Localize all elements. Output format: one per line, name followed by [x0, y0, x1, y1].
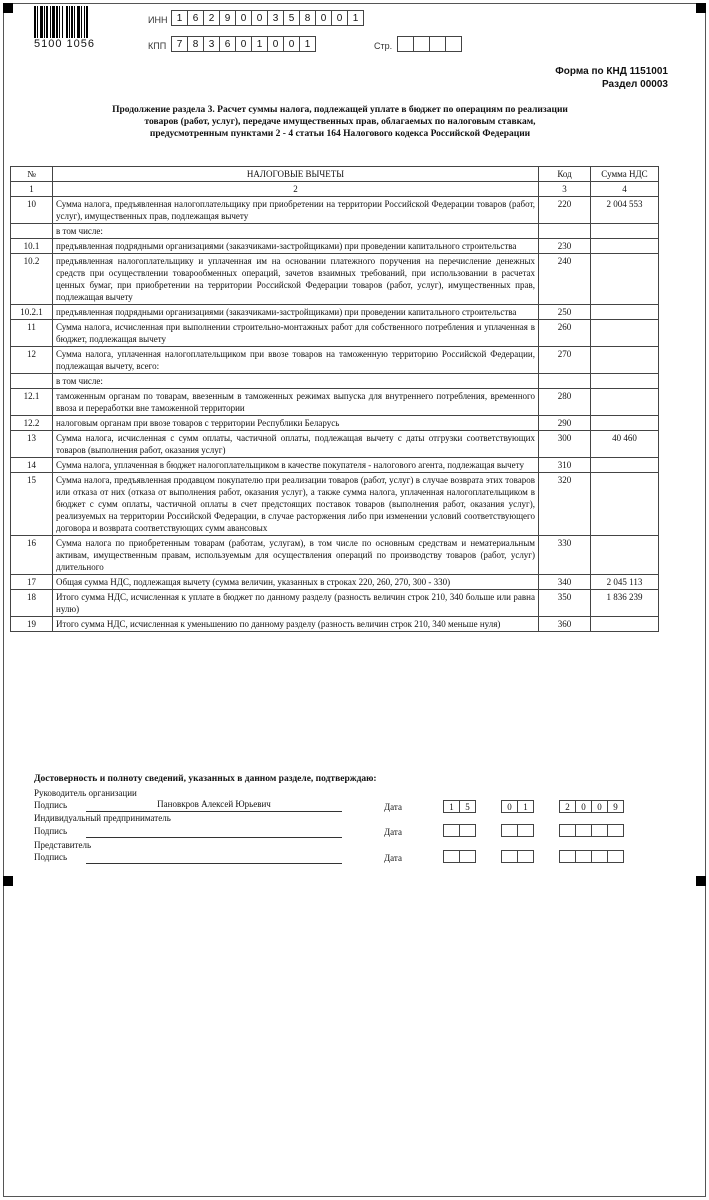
row-vat-value[interactable]: 40 460 [591, 431, 659, 458]
row-code [539, 374, 591, 389]
row-vat-value[interactable] [591, 347, 659, 374]
entrepreneur-signature-label: Подпись [34, 826, 68, 836]
char-cell: 8 [187, 36, 204, 52]
row-number: 14 [11, 458, 53, 473]
row-description: в том числе: [53, 374, 539, 389]
table-row [11, 389, 659, 416]
char-cell: 1 [347, 10, 364, 26]
row-number: 18 [11, 590, 53, 617]
barcode-number: 5100 1056 [34, 38, 95, 50]
char-cell: 9 [607, 800, 624, 813]
row-description: Итого сумма НДС, исчисленная к уплате в бюджет по данному разделу (разность величин строк 210, 340 больше или равна нулю) [53, 590, 539, 617]
row-description: Итого сумма НДС, исчисленная к уменьшению по данному разделу (разность величин строк 210, 340 меньше нуля) [53, 617, 539, 632]
row-vat-value[interactable] [591, 374, 659, 389]
table-row [11, 320, 659, 347]
subheader-3: 3 [539, 182, 591, 197]
table-row [11, 458, 659, 473]
representative-label: Представитель [34, 840, 92, 850]
char-cell: 5 [283, 10, 300, 26]
row-vat-value[interactable] [591, 305, 659, 320]
char-cell: 3 [267, 10, 284, 26]
registration-mark-top-left [3, 3, 13, 13]
date2-day-cells[interactable] [444, 824, 476, 837]
head-name-field[interactable]: Пановкров Алексей Юрьевич [86, 799, 342, 812]
date1-year-cells[interactable] [560, 800, 624, 813]
row-number: 16 [11, 536, 53, 575]
kpp-label: КПП [148, 41, 167, 51]
row-vat-value[interactable] [591, 320, 659, 347]
table-row [11, 431, 659, 458]
head-label: Руководитель организации [34, 788, 137, 798]
table-row [11, 254, 659, 305]
table-row [11, 536, 659, 575]
date1-day-cells[interactable] [444, 800, 476, 813]
char-cell: 2 [559, 800, 576, 813]
row-code: 240 [539, 254, 591, 305]
date-label-3: Дата [384, 853, 402, 863]
char-cell: 0 [251, 10, 268, 26]
table-row [11, 197, 659, 224]
row-vat-value[interactable] [591, 536, 659, 575]
row-number: 10 [11, 197, 53, 224]
row-vat-value[interactable] [591, 254, 659, 305]
row-number: 12.2 [11, 416, 53, 431]
registration-mark-bottom-right [696, 876, 706, 886]
row-code: 290 [539, 416, 591, 431]
row-vat-value[interactable] [591, 416, 659, 431]
row-code: 270 [539, 347, 591, 374]
head-signature-label: Подпись [34, 800, 68, 810]
char-cell: 6 [219, 36, 236, 52]
row-number: 12 [11, 347, 53, 374]
char-cell: 1 [251, 36, 268, 52]
row-number: 11 [11, 320, 53, 347]
date2-year-cells[interactable] [560, 824, 624, 837]
date3-year-cells[interactable] [560, 850, 624, 863]
row-code: 300 [539, 431, 591, 458]
table-row [11, 239, 659, 254]
row-number: 10.1 [11, 239, 53, 254]
row-description: предъявленная подрядными организациями (заказчиками-застройщиками) при проведении капитального строительства [53, 305, 539, 320]
row-number [11, 224, 53, 239]
row-description: Сумма налога, исчисленная с сумм оплаты, частичной оплаты, подлежащая вычету с даты отгрузки соответствующих товаров (выполнения работ, оказания услуг) [53, 431, 539, 458]
char-cell [445, 36, 462, 52]
table-subheader-row [11, 182, 659, 197]
row-vat-value[interactable] [591, 239, 659, 254]
row-number: 15 [11, 473, 53, 536]
header-code: Код [539, 167, 591, 182]
char-cell: 0 [575, 800, 592, 813]
row-description: предъявленная налогоплательщику и уплаченная им на основании платежного поручения на перечисление денежных средств при осуществлении товарообменных операций, зачетов взаимных требований, при использовании в расчетах ценных бумаг, при приобретении на территории Российской Федерации товаров (работ, услуг), имущественных прав, подлежащая вычету [53, 254, 539, 305]
inn-label: ИНН [148, 15, 168, 25]
row-number: 13 [11, 431, 53, 458]
table-row [11, 590, 659, 617]
char-cell: 9 [219, 10, 236, 26]
tax-deductions-table [10, 166, 659, 632]
row-code: 310 [539, 458, 591, 473]
table-row [11, 473, 659, 536]
row-vat-value[interactable] [591, 389, 659, 416]
header-deductions: НАЛОГОВЫЕ ВЫЧЕТЫ [53, 167, 539, 182]
row-vat-value[interactable] [591, 473, 659, 536]
row-vat-value[interactable]: 1 836 239 [591, 590, 659, 617]
char-cell: 6 [187, 10, 204, 26]
entrepreneur-label: Индивидуальный предприниматель [34, 813, 171, 823]
row-description: Сумма налога, исчисленная при выполнении строительно-монтажных работ для собственного потребления и уплаченная в бюджет, подлежащая вычету [53, 320, 539, 347]
char-cell: 2 [203, 10, 220, 26]
char-cell: 1 [443, 800, 460, 813]
row-vat-value[interactable]: 2 004 553 [591, 197, 659, 224]
representative-signature-field[interactable] [86, 851, 342, 864]
section-code: Раздел 00003 [601, 79, 668, 90]
representative-signature-label: Подпись [34, 852, 68, 862]
row-vat-value[interactable] [591, 224, 659, 239]
row-number: 12.1 [11, 389, 53, 416]
form-code: Форма по КНД 1151001 [555, 66, 668, 77]
subheader-4: 4 [591, 182, 659, 197]
table-row [11, 575, 659, 590]
row-description: налоговым органам при ввозе товаров с территории Республики Беларусь [53, 416, 539, 431]
subheader-1: 1 [11, 182, 53, 197]
char-cell: 7 [171, 36, 188, 52]
row-code: 320 [539, 473, 591, 536]
row-number [11, 374, 53, 389]
certification-title: Достоверность и полноту сведений, указанных в данном разделе, подтверждаю: [34, 774, 377, 784]
row-number: 10.2 [11, 254, 53, 305]
header-vat-amount: Сумма НДС [591, 167, 659, 182]
row-description: предъявленная подрядными организациями (заказчиками-застройщиками) при проведении капитального строительства [53, 239, 539, 254]
row-code: 350 [539, 590, 591, 617]
row-vat-value[interactable] [591, 458, 659, 473]
row-code [539, 224, 591, 239]
barcode-image [34, 6, 118, 38]
char-cell: 5 [459, 800, 476, 813]
page-number-cells [398, 36, 462, 52]
kpp-cells [172, 36, 316, 52]
row-code: 250 [539, 305, 591, 320]
char-cell: 0 [331, 10, 348, 26]
char-cell: 0 [501, 800, 518, 813]
entrepreneur-signature-field[interactable] [86, 825, 342, 838]
row-vat-value[interactable]: 2 045 113 [591, 575, 659, 590]
row-code: 220 [539, 197, 591, 224]
date3-day-cells[interactable] [444, 850, 476, 863]
table-row [11, 347, 659, 374]
row-description: в том числе: [53, 224, 539, 239]
table-row [11, 374, 659, 389]
inn-cells [172, 10, 364, 26]
char-cell: 1 [517, 800, 534, 813]
char-cell: 0 [315, 10, 332, 26]
row-number: 19 [11, 617, 53, 632]
row-code: 340 [539, 575, 591, 590]
date-label-1: Дата [384, 802, 402, 812]
char-cell: 1 [299, 36, 316, 52]
char-cell: 0 [235, 36, 252, 52]
char-cell: 0 [235, 10, 252, 26]
row-description: Общая сумма НДС, подлежащая вычету (сумма величин, указанных в строках 220, 260, 270, 300 - 330) [53, 575, 539, 590]
table-row [11, 617, 659, 632]
registration-mark-bottom-left [3, 876, 13, 886]
row-number: 10.2.1 [11, 305, 53, 320]
char-cell: 0 [283, 36, 300, 52]
date2-month-cells[interactable] [502, 824, 534, 837]
page-number-label: Стр. [374, 41, 393, 51]
char-cell [429, 36, 446, 52]
table-row [11, 224, 659, 239]
row-code: 280 [539, 389, 591, 416]
row-description: Сумма налога, уплаченная налогоплательщиком при ввозе товаров на таможенную территорию Российской Федерации, подлежащая вычету, всего: [53, 347, 539, 374]
header-num: № [11, 167, 53, 182]
row-code: 360 [539, 617, 591, 632]
form-code-block [555, 65, 668, 91]
row-code: 330 [539, 536, 591, 575]
row-description: Сумма налога, предъявленная налогоплательщику при приобретении на территории Российской Федерации товаров (работ, услуг), имущественных прав, подлежащая вычету [53, 197, 539, 224]
table-row [11, 416, 659, 431]
row-description: Сумма налога, предъявленная продавцом покупателю при реализации товаров (работ, услуг) в случае возврата этих товаров или отказа от них (отказа от выполнения работ, оказания услуг), а также сумма налога, уплаченная налогоплательщиком в бюджет с сумм оплаты, частичной оплаты в счет предстоящих поставок товаров (выполнения работ, оказания услуг), реализуемых на территории Российской Федерации, в случае расторжения либо при изменении условий соответствующего договора и возврата соответствующих сумм авансовых [53, 473, 539, 536]
row-vat-value[interactable] [591, 617, 659, 632]
date1-month-cells[interactable] [502, 800, 534, 813]
char-cell: 0 [591, 800, 608, 813]
barcode-bar [88, 6, 89, 38]
date3-month-cells[interactable] [502, 850, 534, 863]
subheader-2: 2 [53, 182, 539, 197]
registration-mark-top-right [696, 3, 706, 13]
char-cell: 8 [299, 10, 316, 26]
char-cell [413, 36, 430, 52]
table-row [11, 305, 659, 320]
row-code: 230 [539, 239, 591, 254]
char-cell: 3 [203, 36, 220, 52]
row-description: Сумма налога по приобретенным товарам (работам, услугам), в том числе по основным средствам и нематериальным активам, имущественным правам, используемым для осуществления операций по производству товаров (работ, услуг) длительного [53, 536, 539, 575]
char-cell: 1 [171, 10, 188, 26]
row-number: 17 [11, 575, 53, 590]
row-code: 260 [539, 320, 591, 347]
table-header-row [11, 167, 659, 182]
char-cell [397, 36, 414, 52]
row-description: таможенным органам по товарам, ввезенным в таможенных режимах выпуска для внутреннего потребления, временного ввоза и переработки вне таможенной территории [53, 389, 539, 416]
row-description: Сумма налога, уплаченная в бюджет налогоплательщиком в качестве покупателя - налогового агента, подлежащая вычету [53, 458, 539, 473]
section-title: Продолжение раздела 3. Расчет суммы налога, подлежащей уплате в бюджет по операциям по реализации товаров (работ, услуг), передаче имущественных прав, облагаемых по налоговым ставкам, предусмотренным пунктами 2 - 4 статьи 164 Налогового кодекса Российской Федерации [112, 105, 568, 139]
date-label-2: Дата [384, 827, 402, 837]
char-cell: 0 [267, 36, 284, 52]
